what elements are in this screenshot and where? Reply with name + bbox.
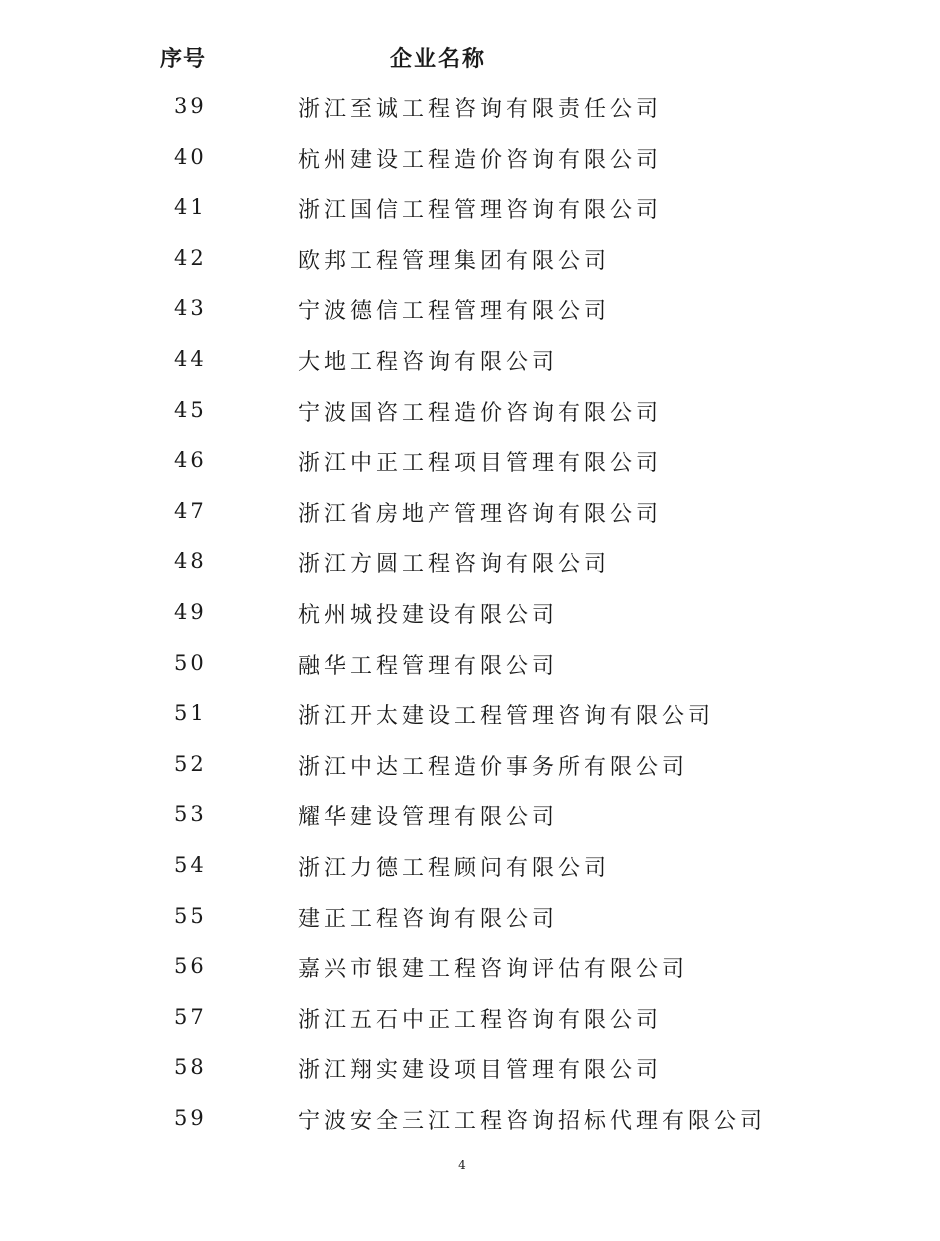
company-name: 浙江方圆工程咨询有限公司 — [298, 552, 611, 578]
row-number: 46 — [174, 448, 207, 473]
table-row — [0, 440, 940, 491]
table-row — [0, 845, 940, 896]
company-name: 耀华建设管理有限公司 — [298, 805, 559, 831]
company-name: 浙江翔实建设项目管理有限公司 — [298, 1058, 663, 1084]
company-name: 杭州建设工程造价咨询有限公司 — [298, 147, 663, 173]
row-number: 50 — [174, 650, 207, 675]
company-name: 杭州城投建设有限公司 — [298, 602, 559, 628]
column-header-company-name: 企业名称 — [390, 47, 487, 72]
table-row — [0, 693, 940, 744]
table-row — [0, 997, 940, 1048]
table-row — [0, 137, 940, 188]
table-header — [0, 38, 940, 78]
table-row — [0, 1047, 940, 1098]
table-row — [0, 1098, 940, 1149]
row-number: 51 — [174, 701, 207, 726]
company-name: 嘉兴市银建工程咨询评估有限公司 — [298, 957, 689, 983]
column-header-number: 序号 — [160, 47, 207, 72]
company-name: 宁波安全三江工程咨询招标代理有限公司 — [298, 1108, 767, 1134]
row-number: 55 — [174, 903, 207, 928]
row-number: 58 — [174, 1055, 207, 1080]
table-row — [0, 238, 940, 289]
company-name: 浙江中达工程造价事务所有限公司 — [298, 754, 689, 780]
table-row — [0, 541, 940, 592]
table-row — [0, 86, 940, 137]
table-row — [0, 390, 940, 441]
company-name: 欧邦工程管理集团有限公司 — [298, 248, 611, 274]
row-number: 41 — [174, 195, 207, 220]
company-name: 浙江国信工程管理咨询有限公司 — [298, 198, 663, 224]
table-row — [0, 744, 940, 795]
company-name: 浙江开太建设工程管理咨询有限公司 — [298, 704, 715, 730]
table-row — [0, 187, 940, 238]
row-number: 43 — [174, 296, 207, 321]
company-name: 宁波德信工程管理有限公司 — [298, 299, 611, 325]
row-number: 52 — [174, 751, 207, 776]
table-row — [0, 592, 940, 643]
table-row — [0, 643, 940, 694]
row-number: 39 — [174, 94, 207, 118]
company-name: 浙江至诚工程咨询有限责任公司 — [298, 97, 663, 122]
row-number: 42 — [174, 245, 207, 270]
table-row — [0, 339, 940, 390]
row-number: 53 — [174, 802, 207, 827]
table-row — [0, 491, 940, 542]
row-number: 47 — [174, 498, 207, 523]
row-number: 44 — [174, 346, 207, 371]
company-name: 大地工程咨询有限公司 — [298, 349, 559, 375]
table-row — [0, 946, 940, 997]
row-number: 40 — [174, 144, 207, 169]
row-number: 48 — [174, 549, 207, 574]
table-row — [0, 896, 940, 947]
page-number: 4 — [458, 1158, 466, 1172]
row-number: 54 — [174, 852, 207, 877]
company-name: 浙江省房地产管理咨询有限公司 — [298, 501, 663, 527]
company-name: 融华工程管理有限公司 — [298, 653, 559, 679]
table-row — [0, 794, 940, 845]
company-list — [0, 86, 940, 1148]
company-name: 建正工程咨询有限公司 — [298, 906, 559, 932]
row-number: 57 — [174, 1004, 207, 1029]
table-row — [0, 288, 940, 339]
company-name: 宁波国咨工程造价咨询有限公司 — [298, 400, 663, 426]
row-number: 49 — [174, 599, 207, 624]
row-number: 45 — [174, 397, 207, 422]
company-name: 浙江五石中正工程咨询有限公司 — [298, 1007, 663, 1033]
row-number: 59 — [174, 1105, 207, 1130]
company-name: 浙江力德工程顾问有限公司 — [298, 855, 611, 881]
row-number: 56 — [174, 954, 207, 979]
company-name: 浙江中正工程项目管理有限公司 — [298, 451, 663, 477]
